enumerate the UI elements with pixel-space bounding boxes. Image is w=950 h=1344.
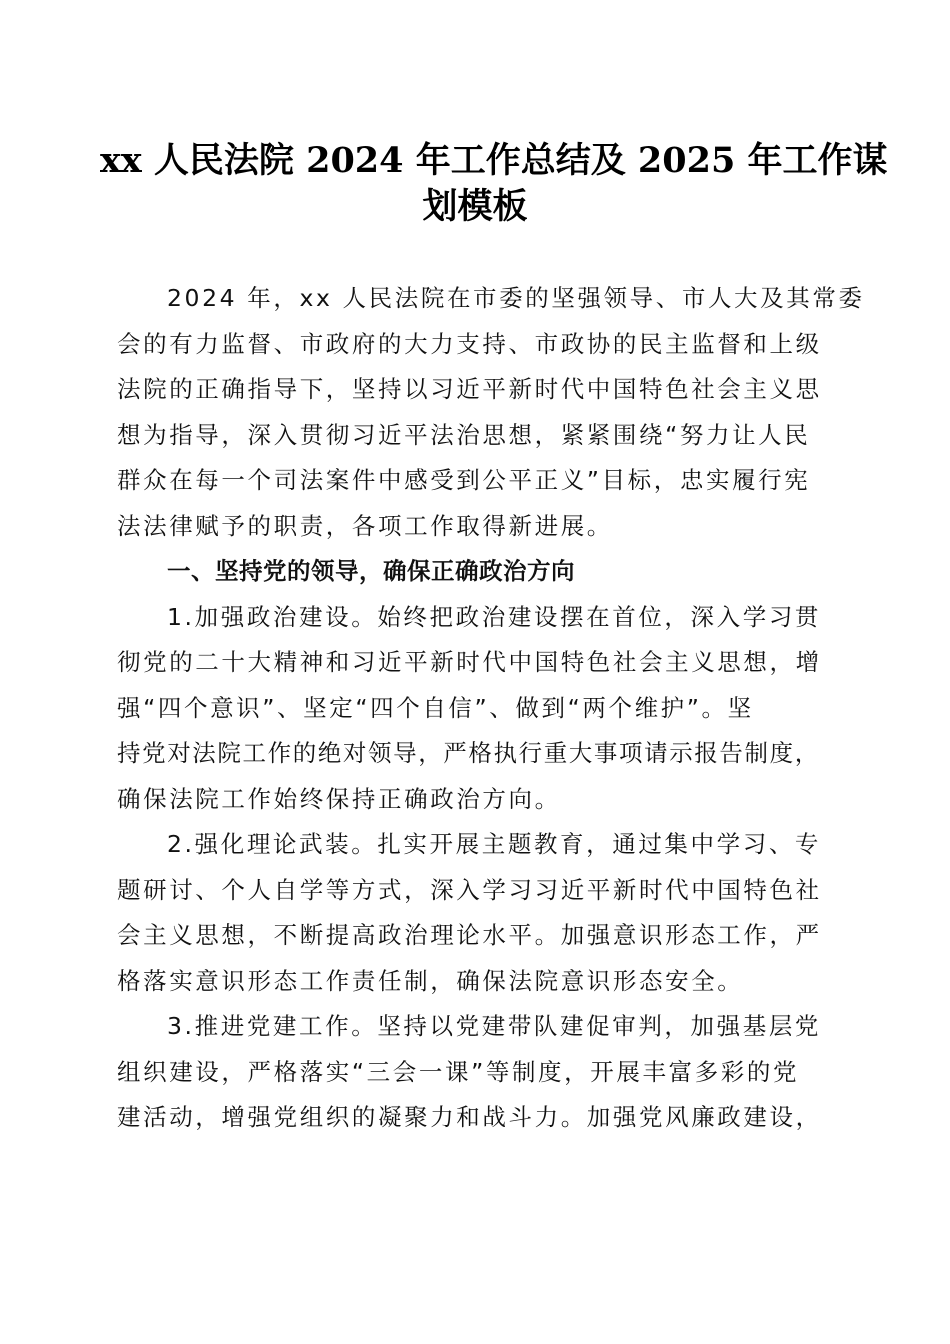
text-line: 组织建设，严格落实“三会一课”等制度，开展丰富多彩的党 (117, 1057, 800, 1086)
text-line: 格落实意识形态工作责任制，确保法院意识形态安全。 (117, 966, 744, 995)
text-line: 彻党的二十大精神和习近平新时代中国特色社会主义思想，增 (117, 648, 822, 676)
section-heading-1: 一、坚持党的领导，确保正确政治方向 (167, 557, 575, 585)
text-line: 持党对法院工作的绝对领导，严格执行重大事项请示报告制度， (117, 739, 820, 767)
text-line: 法院的正确指导下，坚持以习近平新时代中国特色社会主义思 (117, 375, 822, 403)
item-2-paragraph (117, 822, 837, 1004)
text-line: 3.推进党建工作。坚持以党建带队建促审判，加强基层党 (167, 1012, 822, 1040)
item-3-paragraph (117, 1004, 837, 1141)
text-line: 建活动，增强党组织的凝聚力和战斗力。加强党风廉政建设， (117, 1103, 822, 1131)
text-line: 法法律赋予的职责，各项工作取得新进展。 (117, 511, 613, 540)
text-line: 想为指导，深入贯彻习近平法治思想，紧紧围绕“努力让人民 (117, 420, 811, 449)
text-line: 2024 年，xx 人民法院在市委的坚强领导、市人大及其常委 (167, 284, 865, 312)
document-body (117, 276, 865, 1141)
text-line: 2.强化理论武装。扎实开展主题教育，通过集中学习、专 (167, 830, 822, 858)
title-line-2: 划模板 (422, 186, 528, 227)
text-line: 题研讨、个人自学等方式，深入学习习近平新时代中国特色社 (117, 875, 822, 904)
text-line: 确保法院工作始终保持正确政治方向。 (117, 784, 561, 813)
text-line: 群众在每一个司法案件中感受到公平正义”目标，忠实履行宪 (117, 466, 811, 494)
text-line: 强“四个意识”、坚定“四个自信”、做到“两个维护”。坚 (117, 693, 754, 722)
document-title (100, 138, 888, 230)
title-line-1: xx 人民法院 2024 年工作总结及 2025 年工作谋 (100, 140, 888, 181)
text-line: 会的有力监督、市政府的大力支持、市政协的民主监督和上级 (117, 329, 822, 358)
intro-paragraph (117, 276, 865, 549)
text-line: 会主义思想，不断提高政治理论水平。加强意识形态工作，严 (117, 921, 822, 949)
text-line: 1.加强政治建设。始终把政治建设摆在首位，深入学习贯 (167, 602, 822, 631)
item-1-paragraph (117, 595, 837, 823)
